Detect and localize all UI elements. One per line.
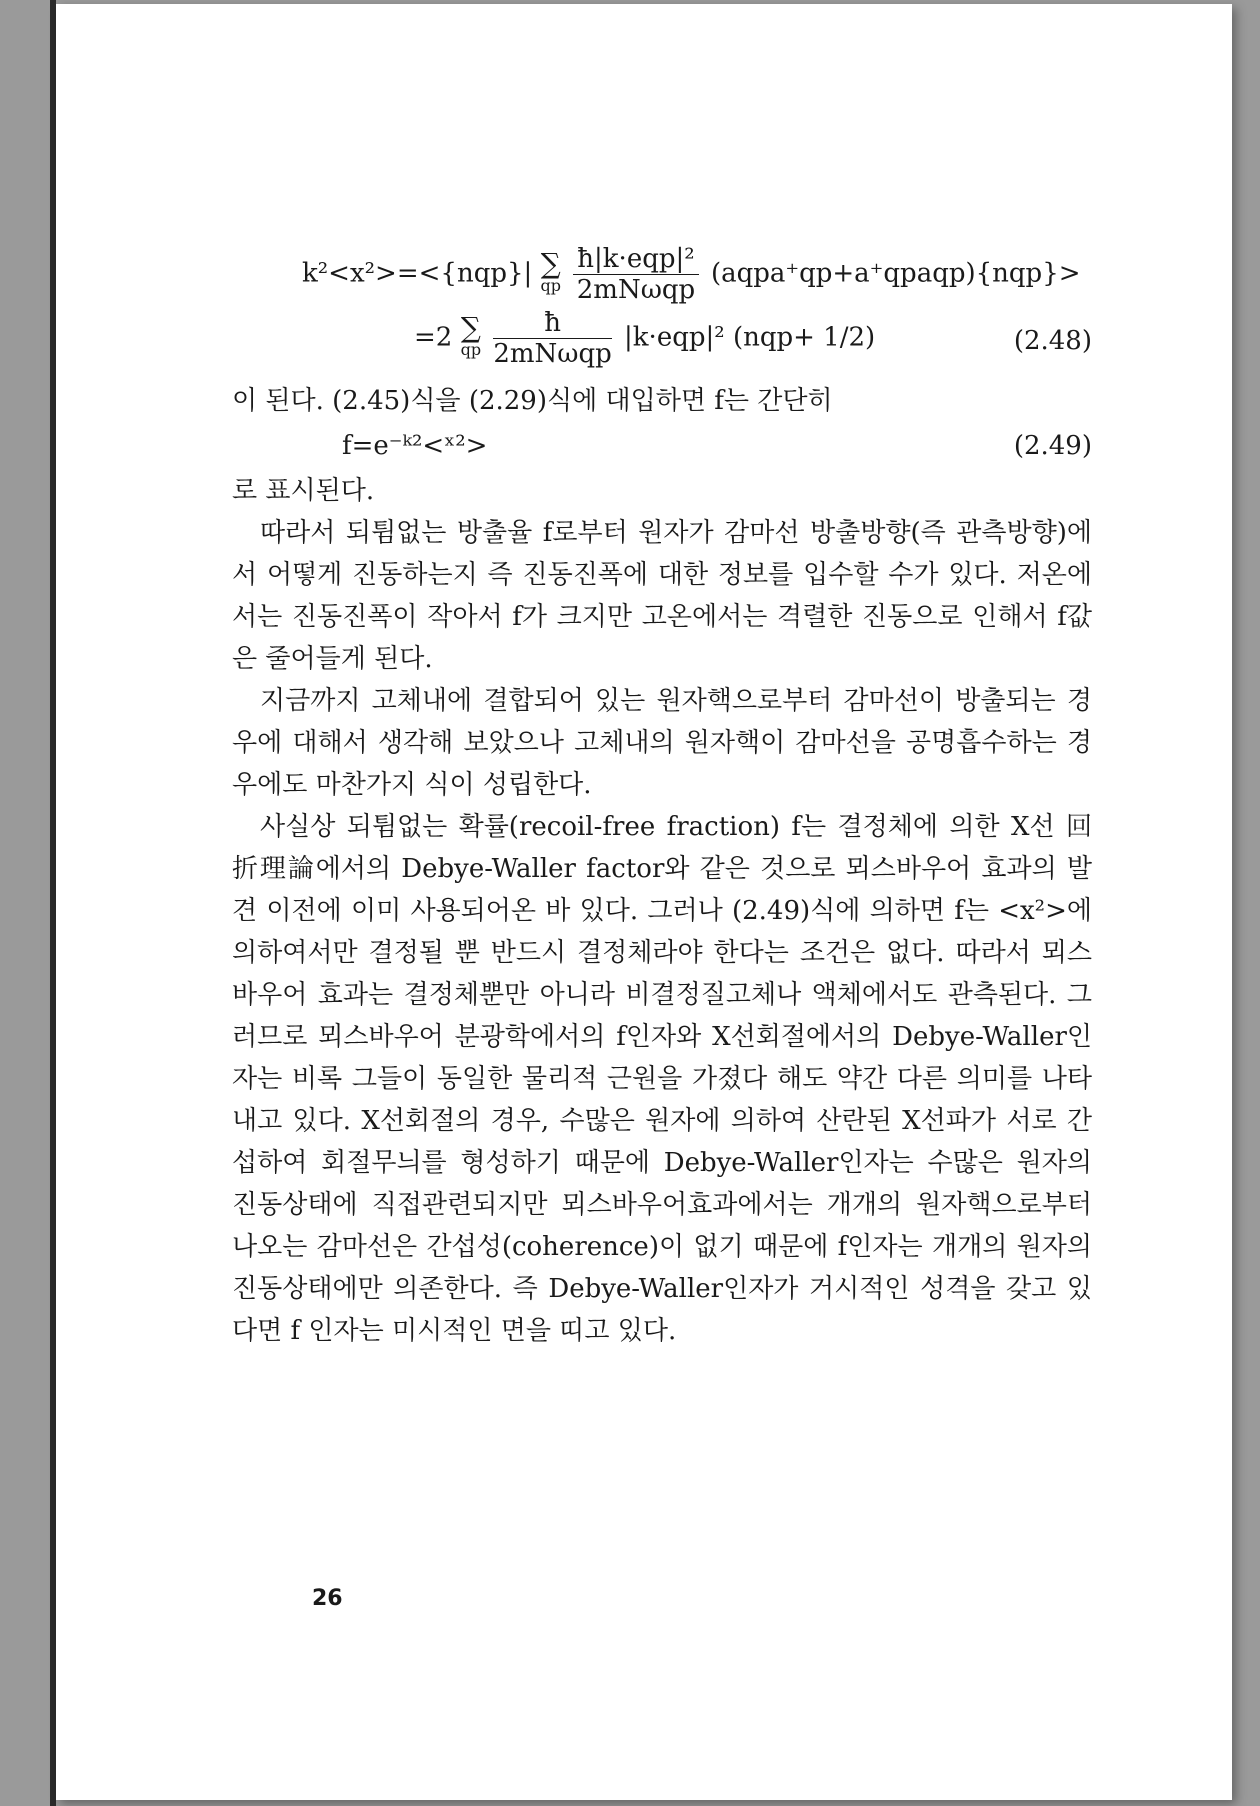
- paragraph-3: 사실상 되튐없는 확률(recoil-free fraction) f는 결정체에 의한 X선 回折理論에서의 Debye-Waller factor와 같은 것으로 뫼스바우어 효과의 발견 이전에 이미 사용되어온 바 있다. 그러나 (2.49)식에 의하면 f는 <x²>에 의하여서만 결정될 뿐 반드시 결정체라야 한다는 조건은 없다. 따라서 뫼스바우어 효과는 결정체뿐만 아니라 비결정질고체나 액체에서도 관측된다. 그러므로 뫼스바우어 분광학에서의 f인자와 X선회절에서의 Debye-Waller인자는 비록 그들이 동일한 물리적 근원을 가졌다 해도 약간 다른 의미를 나타내고 있다. X선회절의 경우, 수많은 원자에 의하여 산란된 X선파가 서로 간섭하여 회절무늬를 형성하기 때문에 Debye-Waller인자는 수많은 원자의 진동상태에 직접관련되지만 뫼스바우어효과에서는 개개의 원자핵으로부터 나오는 감마선은 간섭성(coherence)이 없기 때문에 f인자는 개개의 원자의 진동상태에만 의존한다. 즉 Debye-Waller인자가 거시적인 성격을 갖고 있다면 f 인자는 미시적인 면을 띠고 있다.: [232, 812, 1092, 1346]
- equation-number: (2.48): [1013, 326, 1092, 356]
- paragraph-2: 지금까지 고체내에 결합되어 있는 원자핵으로부터 감마선이 방출되는 경우에 대해서 생각해 보았으나 고체내의 원자핵이 감마선을 공명흡수하는 경우에도 마찬가지 식이 성립한다.: [232, 686, 1092, 800]
- text-line: 이 된다. (2.45)식을 (2.29)식에 대입하면 f는 간단히: [232, 386, 833, 416]
- summation-symbol: ∑ qp: [460, 310, 482, 359]
- book-page: [56, 4, 1232, 1800]
- summation-symbol: ∑ qp: [540, 246, 562, 295]
- equation-number: (2.49): [1013, 431, 1092, 461]
- fraction-denominator: 2mNωqp: [576, 275, 696, 305]
- equation-2-48-line-1: [232, 244, 1092, 308]
- equation-2-49: [232, 422, 1092, 470]
- eq-mid: |k·eqp|²: [624, 322, 725, 353]
- eq-formula: f=e⁻ᵏ²<ˣ²>: [342, 431, 488, 461]
- eq-rhs: (aqpa⁺qp+a⁺qpaqp){nqp}>: [710, 258, 1081, 289]
- fraction: [573, 244, 698, 305]
- equation-2-48-line-2: [232, 308, 1092, 380]
- text-line: 로 표시된다.: [232, 476, 375, 506]
- paragraph-1: 따라서 되튐없는 방출율 f로부터 원자가 감마선 방출방향(즉 관측방향)에서 어떻게 진동하는지 즉 진동진폭에 대한 정보를 입수할 수가 있다. 저온에서는 진동진폭이 작아서 f가 크지만 고온에서는 격렬한 진동으로 인해서 f값은 줄어들게 된다.: [232, 518, 1092, 674]
- eq-lhs: k²<x²>=<{nqp}|: [302, 258, 533, 289]
- page-content: [232, 244, 1092, 1352]
- eq-rhs: (nqp+ 1/2): [732, 322, 876, 353]
- eq-lhs: =2: [414, 322, 453, 353]
- fraction-denominator: 2mNωqp: [493, 339, 612, 369]
- fraction: [493, 308, 611, 369]
- fraction-numerator: ħ|k·eqp|²: [573, 244, 698, 275]
- page-number: 26: [312, 1586, 343, 1611]
- fraction-numerator: ħ: [493, 308, 611, 339]
